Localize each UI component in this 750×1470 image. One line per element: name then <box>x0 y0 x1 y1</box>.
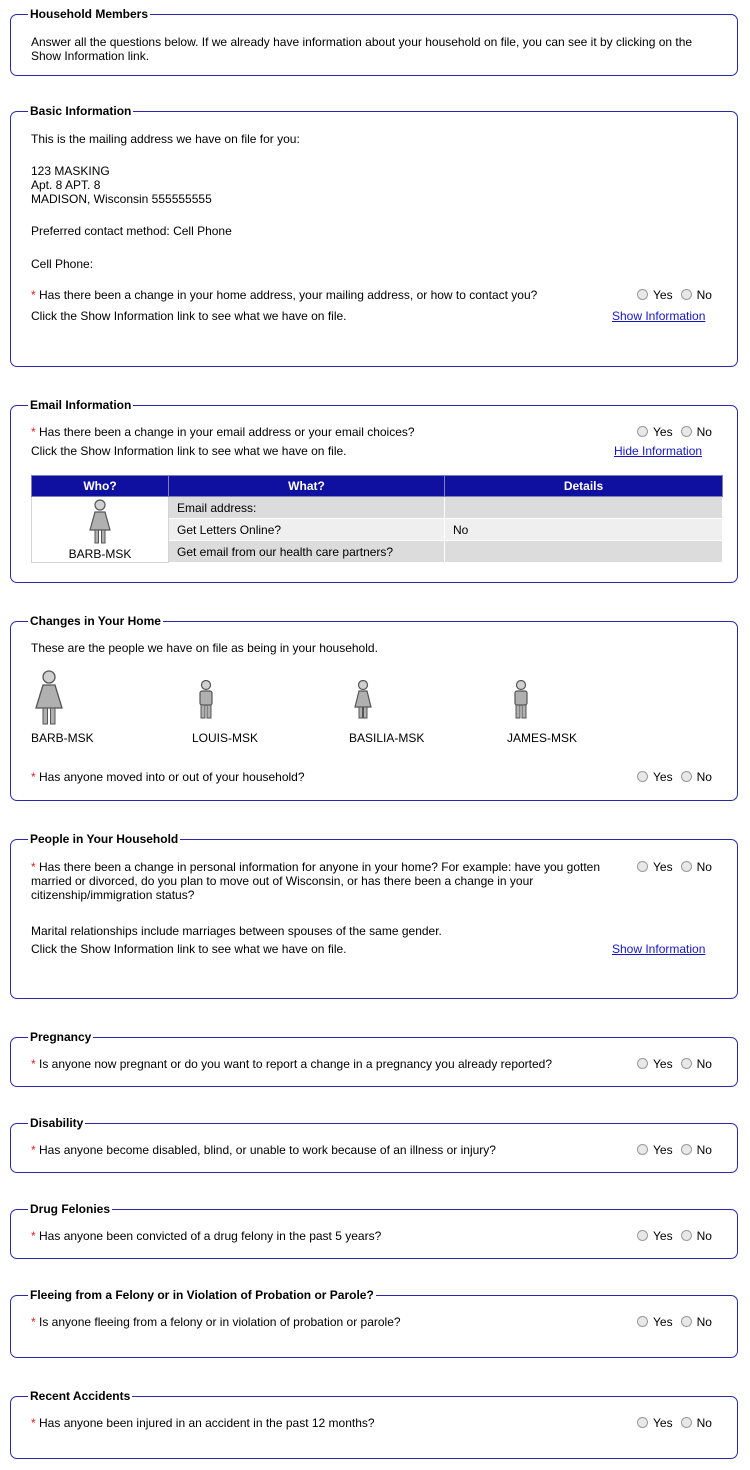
section-legend: Email Information <box>30 398 132 412</box>
no-label: No <box>696 1315 712 1329</box>
people-hint: Click the Show Information link to see what we have on file. <box>31 942 347 956</box>
required-mark: * <box>31 770 36 784</box>
section-legend: Drug Felonies <box>30 1202 111 1216</box>
no-label: No <box>696 1057 712 1071</box>
people-question <box>31 860 601 902</box>
show-information-link[interactable]: Show Information <box>612 309 706 323</box>
person-name: BARB-MSK <box>31 731 94 745</box>
no-radio[interactable] <box>681 771 692 782</box>
what-cell: Email address: <box>169 497 445 519</box>
yes-no-group <box>637 288 712 302</box>
person-female-icon <box>33 670 65 726</box>
yes-no-group <box>637 860 712 874</box>
yes-radio[interactable] <box>637 1144 648 1155</box>
home-intro: These are the people we have on file as being in your household. <box>31 641 378 655</box>
yes-radio[interactable] <box>637 1230 648 1241</box>
no-radio[interactable] <box>681 426 692 437</box>
no-label: No <box>696 1143 712 1157</box>
yes-no-group <box>637 1416 712 1430</box>
yes-radio[interactable] <box>637 771 648 782</box>
section-legend: Disability <box>30 1116 84 1130</box>
yes-label: Yes <box>653 770 673 784</box>
disability-question <box>31 1143 496 1157</box>
hide-information-link[interactable]: Hide Information <box>614 444 703 458</box>
email-info-table <box>31 475 723 563</box>
drug-felonies-section <box>10 1202 738 1259</box>
mailing-intro: This is the mailing address we have on file for you: <box>31 132 300 146</box>
yes-no-group <box>637 1229 712 1243</box>
question-text: Has anyone been injured in an accident in the past 12 months? <box>39 1416 375 1430</box>
no-label: No <box>696 288 712 302</box>
question-text: Has anyone become disabled, blind, or unable to work because of an illness or injury? <box>39 1143 496 1157</box>
question-text: Has there been a change in your home address, your mailing address, or how to contact you? <box>39 288 538 302</box>
no-label: No <box>696 860 712 874</box>
email-question <box>31 425 415 439</box>
what-cell: Get Letters Online? <box>169 519 445 541</box>
no-radio[interactable] <box>681 861 692 872</box>
yes-no-group <box>637 1057 712 1071</box>
people-in-household-section <box>10 832 738 999</box>
pregnancy-section <box>10 1030 738 1087</box>
yes-label: Yes <box>653 1416 673 1430</box>
basic-information-section <box>10 104 738 367</box>
details-cell <box>445 541 723 563</box>
cell-phone-label: Cell Phone: <box>31 257 94 271</box>
fleeing-question <box>31 1315 401 1329</box>
details-cell <box>445 497 723 519</box>
pregnancy-question <box>31 1057 552 1071</box>
yes-no-group <box>637 1143 712 1157</box>
question-text: Is anyone now pregnant or do you want to report a change in a pregnancy you already reported? <box>39 1057 553 1071</box>
household-members-section <box>10 7 738 76</box>
no-label: No <box>696 1229 712 1243</box>
person-female-icon <box>88 499 112 545</box>
basic-hint: Click the Show Information link to see what we have on file. <box>31 309 347 323</box>
household-person <box>507 680 577 745</box>
yes-radio[interactable] <box>637 289 648 300</box>
show-information-link[interactable]: Show Information <box>612 942 706 956</box>
person-name: JAMES-MSK <box>507 731 578 745</box>
yes-radio[interactable] <box>637 861 648 872</box>
person-name: LOUIS-MSK <box>192 731 259 745</box>
required-mark: * <box>31 1057 36 1071</box>
question-text: Is anyone fleeing from a felony or in violation of probation or parole? <box>39 1315 401 1329</box>
yes-radio[interactable] <box>637 1058 648 1069</box>
column-header-what: What? <box>169 476 445 497</box>
email-hint: Click the Show Information link to see what we have on file. <box>31 444 347 458</box>
section-legend: Recent Accidents <box>30 1389 131 1403</box>
question-text: Has anyone been convicted of a drug felony in the past 5 years? <box>39 1229 382 1243</box>
contact-method: Preferred contact method: Cell Phone <box>31 224 232 238</box>
household-person <box>192 680 258 745</box>
yes-label: Yes <box>653 425 673 439</box>
household-intro: Answer all the questions below. If we already have information about your household on file, you can see it by clicking on the Show Information link. <box>31 35 693 63</box>
changes-in-home-section <box>10 614 738 801</box>
required-mark: * <box>31 1229 36 1243</box>
yes-radio[interactable] <box>637 1316 648 1327</box>
section-legend: Basic Information <box>30 104 132 118</box>
yes-label: Yes <box>653 1315 673 1329</box>
email-information-section <box>10 398 738 583</box>
required-mark: * <box>31 425 36 439</box>
no-radio[interactable] <box>681 289 692 300</box>
fleeing-felony-section <box>10 1288 738 1358</box>
yes-no-group <box>637 425 712 439</box>
yes-no-group <box>637 770 712 784</box>
yes-label: Yes <box>653 1057 673 1071</box>
column-header-details: Details <box>445 476 723 497</box>
person-male-child-icon <box>511 680 531 720</box>
no-radio[interactable] <box>681 1316 692 1327</box>
household-person <box>31 670 94 745</box>
column-header-who: Who? <box>32 476 169 497</box>
question-text: Has there been a change in your email address or your email choices? <box>39 425 415 439</box>
person-female-child-icon <box>353 680 373 720</box>
yes-label: Yes <box>653 1229 673 1243</box>
person-name: BASILIA-MSK <box>349 731 425 745</box>
marital-note: Marital relationships include marriages between spouses of the same gender. <box>31 924 442 938</box>
home-question <box>31 770 305 784</box>
no-radio[interactable] <box>681 1144 692 1155</box>
no-radio[interactable] <box>681 1417 692 1428</box>
yes-label: Yes <box>653 1143 673 1157</box>
yes-radio[interactable] <box>637 426 648 437</box>
who-cell <box>32 497 169 563</box>
section-legend: Fleeing from a Felony or in Violation of Probation or Parole? <box>30 1288 374 1302</box>
required-mark: * <box>31 1143 36 1157</box>
section-legend: Household Members <box>30 7 149 21</box>
address-line-1: 123 MASKING <box>31 164 110 178</box>
no-label: No <box>696 770 712 784</box>
who-name: BARB-MSK <box>68 547 132 561</box>
required-mark: * <box>31 1416 36 1430</box>
section-legend: People in Your Household <box>30 832 179 846</box>
required-mark: * <box>31 288 36 302</box>
no-label: No <box>696 1416 712 1430</box>
no-radio[interactable] <box>681 1230 692 1241</box>
section-legend: Pregnancy <box>30 1030 92 1044</box>
question-text: Has there been a change in personal information for anyone in your home? For example: have you gotten married or divorced, do you plan to move out of Wisconsin, or has there been a change in your citizenship/immigration status? <box>31 860 601 902</box>
address-line-2: Apt. 8 APT. 8 <box>31 178 101 192</box>
yes-label: Yes <box>653 288 673 302</box>
required-mark: * <box>31 860 36 874</box>
yes-label: Yes <box>653 860 673 874</box>
basic-question <box>31 288 537 302</box>
no-radio[interactable] <box>681 1058 692 1069</box>
accidents-question <box>31 1416 375 1430</box>
question-text: Has anyone moved into or out of your household? <box>39 770 305 784</box>
yes-radio[interactable] <box>637 1417 648 1428</box>
address-line-3: MADISON, Wisconsin 555555555 <box>31 192 212 206</box>
no-label: No <box>696 425 712 439</box>
household-person <box>349 680 424 745</box>
yes-no-group <box>637 1315 712 1329</box>
table-row <box>32 497 723 519</box>
recent-accidents-section <box>10 1389 738 1459</box>
required-mark: * <box>31 1315 36 1329</box>
what-cell: Get email from our health care partners? <box>169 541 445 563</box>
section-legend: Changes in Your Home <box>30 614 161 628</box>
disability-section <box>10 1116 738 1173</box>
drug-question <box>31 1229 381 1243</box>
person-male-child-icon <box>196 680 216 720</box>
details-cell: No <box>445 519 723 541</box>
